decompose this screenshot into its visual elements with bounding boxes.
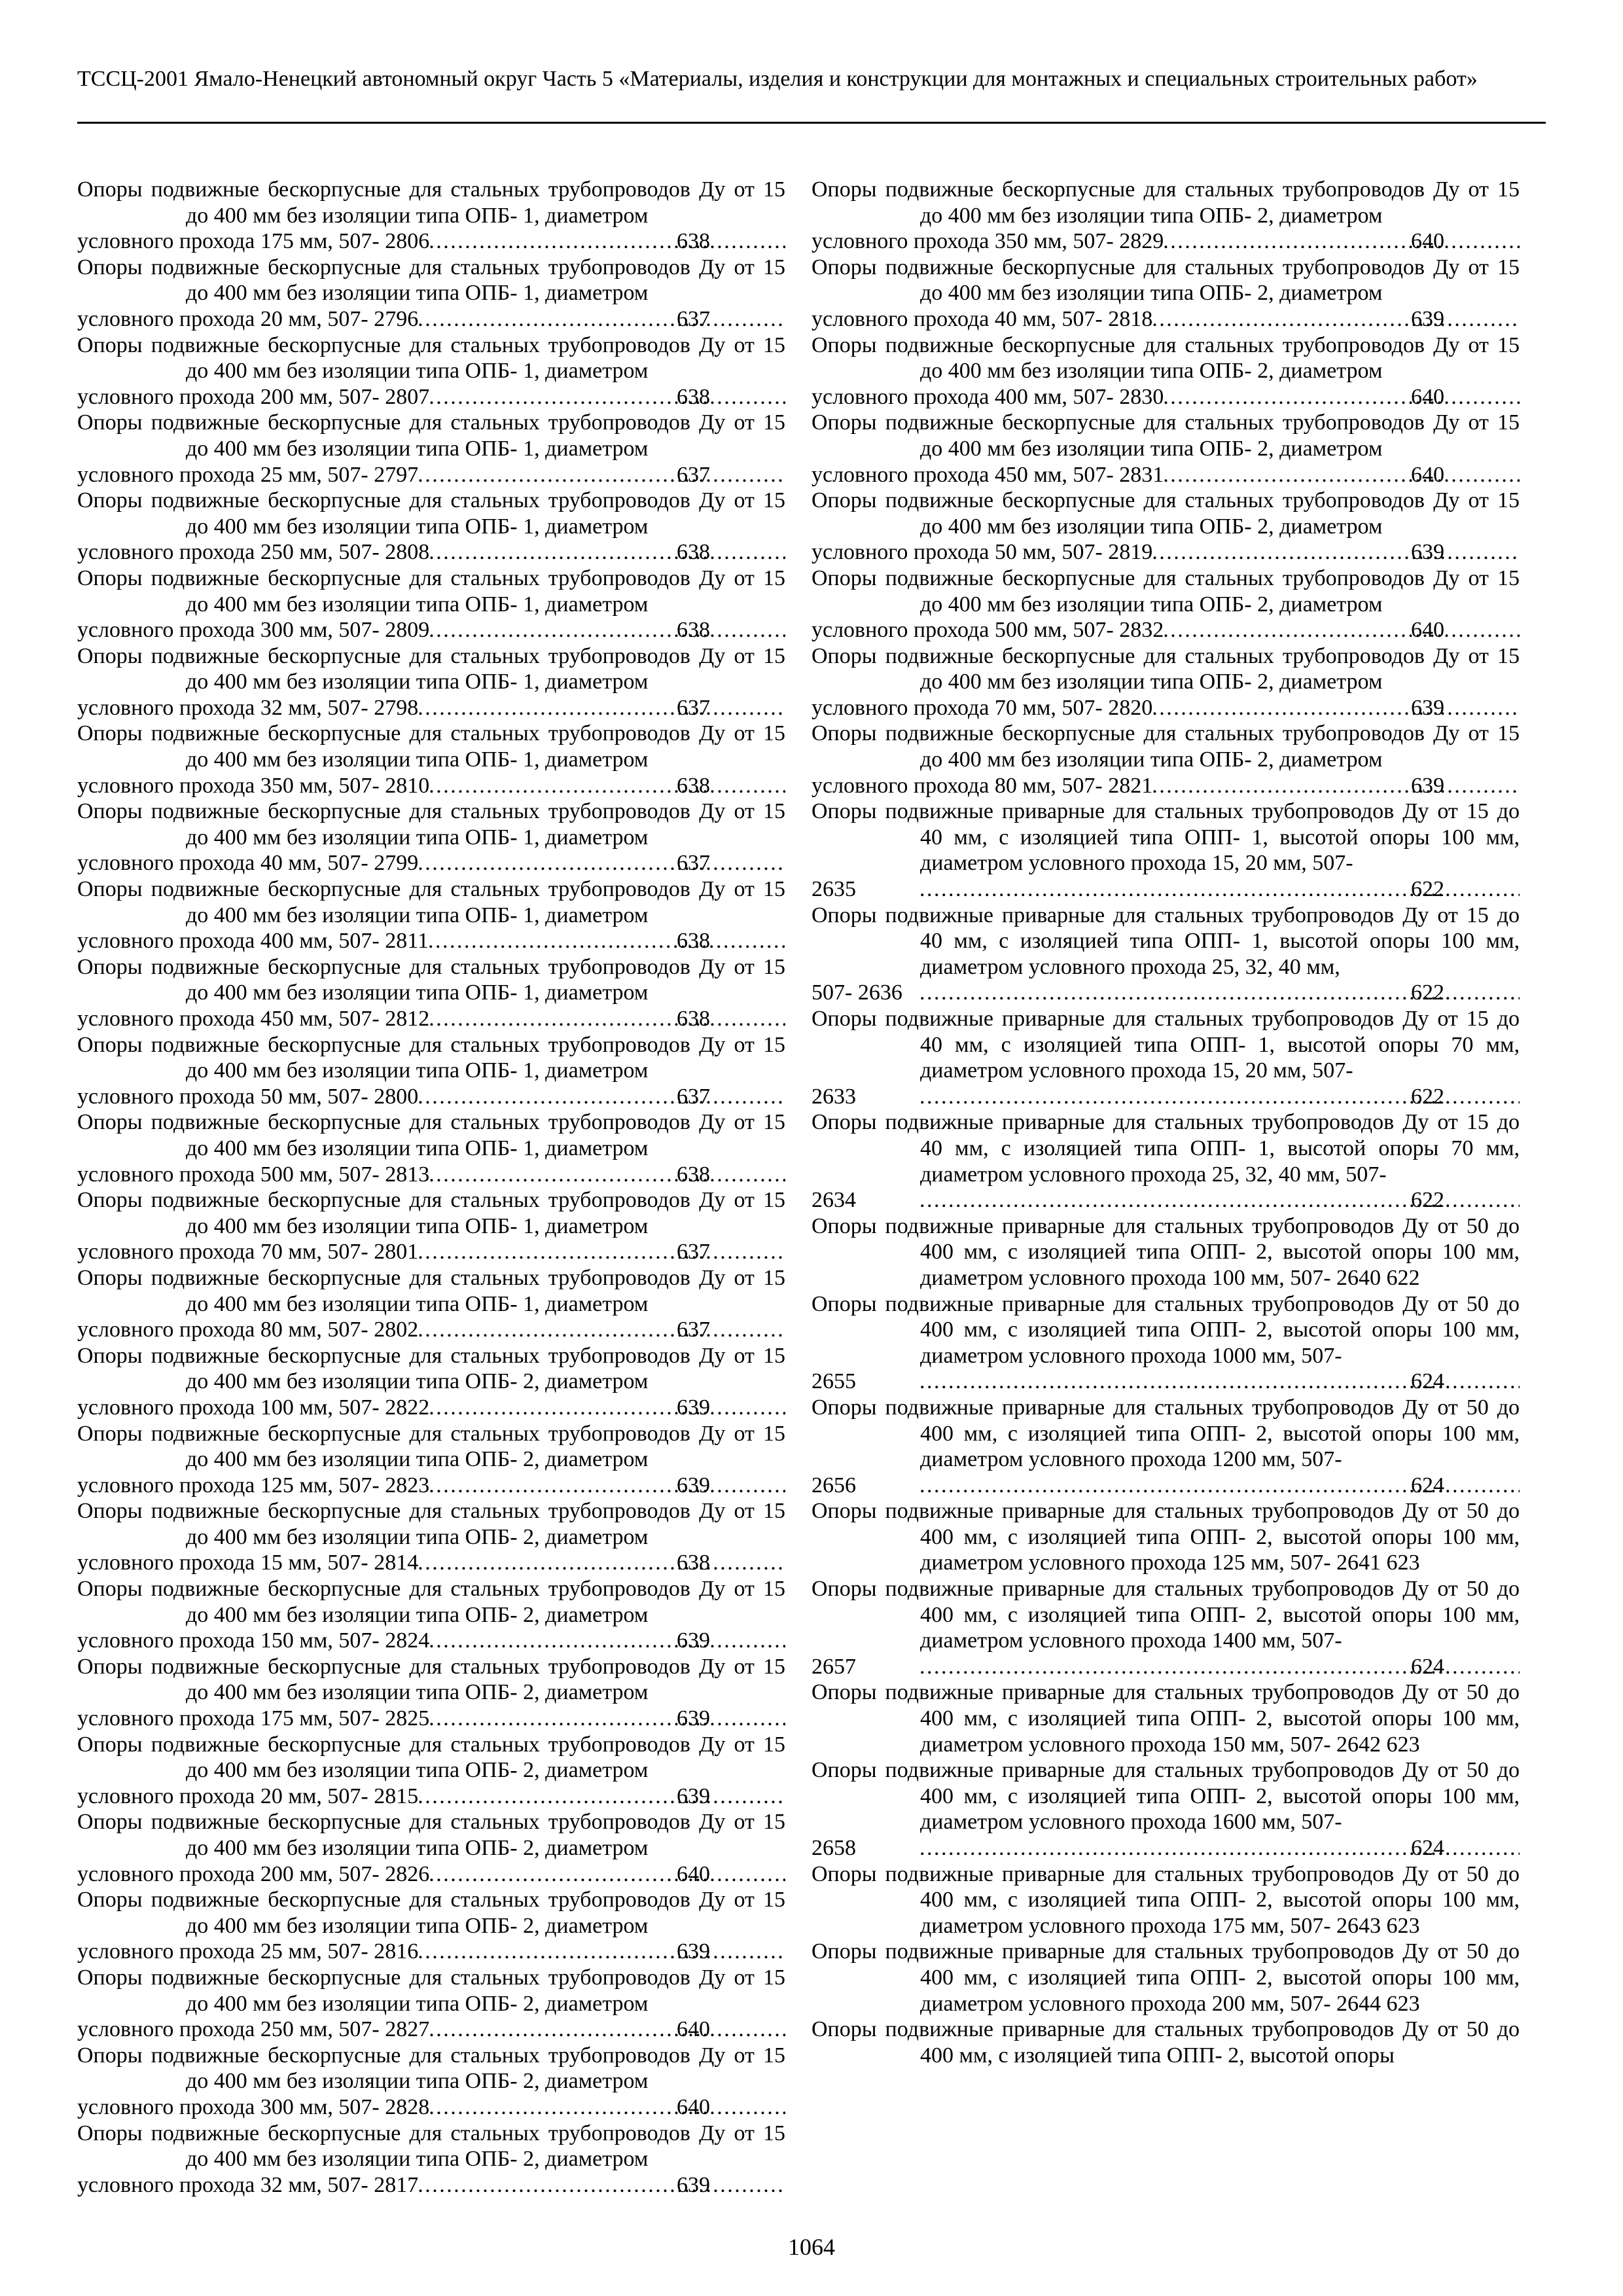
index-entry-code: условного прохода 40 мм, 507- 2818 (812, 306, 1153, 331)
index-entry-code: условного прохода 200 мм, 507- 2826 (77, 1861, 430, 1886)
index-entry (812, 565, 1520, 643)
index-entry-text: Опоры подвижные бескорпусные для стальных трубопроводов Ду от 15 до 400 мм без изоляции типа ОПБ- 1, диаметром (77, 565, 785, 617)
index-entry-leader-line: условного прохода 500 мм, 507- 2832 . . . 640 (920, 617, 1520, 643)
index-entry-code: условного прохода 350 мм, 507- 2810 (77, 773, 430, 798)
index-entry-code: условного прохода 32 мм, 507- 2817 (77, 2172, 419, 2197)
dot-leader (418, 1939, 785, 1965)
index-entry-leader-line: условного прохода 32 мм, 507- 2817 . . . 639 (186, 2172, 785, 2198)
dot-leader (1164, 384, 1520, 410)
index-entry (77, 1498, 785, 1576)
index-entry-text: Опоры подвижные бескорпусные для стальных трубопроводов Ду от 15 до 400 мм без изоляции типа ОПБ- 2, диаметром (77, 1499, 785, 1549)
index-entry-leader-line: условного прохода 20 мм, 507- 2815 . . . 639 (186, 1784, 785, 1810)
index-entry-leader-line: условного прохода 80 мм, 507- 2821 . . . 639 (920, 773, 1520, 799)
index-entry-code: условного прохода 40 мм, 507- 2799 (77, 851, 419, 876)
index-entry-code: условного прохода 80 мм, 507- 2802 (77, 1318, 419, 1342)
index-entry-leader-line: условного прохода 15 мм, 507- 2814 . . . 638 (186, 1550, 785, 1576)
index-entry (77, 410, 785, 488)
index-entry (77, 1732, 785, 1810)
dot-leader (1164, 462, 1520, 488)
index-entry (77, 1887, 785, 1965)
index-entry-leader-line: 2635 . . . 622 (920, 876, 1520, 903)
page-number: 1064 (788, 2234, 835, 2260)
index-entry (812, 1109, 1520, 1213)
index-entry-text: Опоры подвижные бескорпусные для стальных трубопроводов Ду от 15 до 400 мм без изоляции типа ОПБ- 1, диаметром (77, 1188, 785, 1238)
index-entry-code: условного прохода 300 мм, 507- 2828 (77, 2094, 430, 2119)
dot-leader (429, 1861, 785, 1888)
index-entry-code: условного прохода 50 мм, 507- 2800 (77, 1084, 419, 1109)
index-entry-text: Опоры подвижные бескорпусные для стальных трубопроводов Ду от 15 до 400 мм без изоляции типа ОПБ- 2, диаметром (77, 1421, 785, 1472)
index-entry-code: условного прохода 20 мм, 507- 2815 (77, 1784, 419, 1808)
index-entry-leader-line: условного прохода 250 мм, 507- 2827 . . . 640 (186, 2017, 785, 2043)
index-entry (77, 1421, 785, 1499)
dot-leader (418, 1317, 785, 1343)
dot-leader (418, 306, 785, 332)
index-entry-leader-line: условного прохода 175 мм, 507- 2806 . . . 638 (186, 228, 785, 255)
dot-leader (418, 1239, 785, 1265)
index-entry (77, 565, 785, 643)
dot-leader (429, 1706, 785, 1732)
index-entry (77, 2121, 785, 2198)
dot-leader (429, 2017, 785, 2043)
index-entry-text: Опоры подвижные бескорпусные для стальных трубопроводов Ду от 15 до 400 мм без изоляции типа ОПБ- 2, диаметром (812, 643, 1520, 694)
index-entry-text: Опоры подвижные бескорпусные для стальных трубопроводов Ду от 15 до 400 мм без изоляции типа ОПБ- 1, диаметром (77, 1032, 785, 1083)
index-entry-leader-line: 2634 . . . 622 (920, 1187, 1520, 1213)
index-entry-text: Опоры подвижные бескорпусные для стальных трубопроводов Ду от 15 до 400 мм без изоляции типа ОПБ- 2, диаметром (812, 721, 1520, 772)
dot-leader (418, 1784, 785, 1810)
index-entry-text: Опоры подвижные бескорпусные для стальных трубопроводов Ду от 15 до 400 мм без изоляции типа ОПБ- 2, диаметром (812, 332, 1520, 384)
index-entry-code: условного прохода 500 мм, 507- 2832 (812, 618, 1164, 643)
index-entry-leader-line: условного прохода 450 мм, 507- 2812 . . . 638 (186, 1006, 785, 1032)
index-entry-leader-line: условного прохода 100 мм, 507- 2822 . . . 639 (186, 1395, 785, 1421)
index-entry (77, 2043, 785, 2121)
index-entry (812, 1861, 1520, 1939)
index-entry (812, 1006, 1520, 1109)
index-entry-text: Опоры подвижные приварные для стальных трубопроводов Ду от 50 до 400 мм, с изоляцией типа ОПП- 2, высотой опоры 100 мм, диаметром условного прохода 1200 мм, 507- (812, 1395, 1520, 1472)
index-entry (812, 177, 1520, 255)
index-entry (812, 721, 1520, 798)
index-entry-leader-line: условного прохода 200 мм, 507- 2826 . . . 640 (186, 1861, 785, 1888)
page-header (77, 65, 1546, 93)
index-entry-text: Опоры подвижные бескорпусные для стальных трубопроводов Ду от 15 до 400 мм без изоляции типа ОПБ- 2, диаметром (77, 1732, 785, 1783)
index-entry-text: Опоры подвижные бескорпусные для стальных трубопроводов Ду от 15 до 400 мм без изоляции типа ОПБ- 1, диаметром (77, 721, 785, 772)
dot-leader (1152, 773, 1520, 799)
header-rule (77, 122, 1546, 124)
index-entry-text: Опоры подвижные бескорпусные для стальных трубопроводов Ду от 15 до 400 мм без изоляции типа ОПБ- 1, диаметром (77, 877, 785, 927)
index-entry-code: условного прохода 125 мм, 507- 2823 (77, 1473, 430, 1498)
index-column-right (812, 177, 1520, 2068)
index-entry-code: условного прохода 25 мм, 507- 2797 (77, 462, 419, 487)
dot-leader (1152, 306, 1520, 332)
index-entry-text: Опоры подвижные бескорпусные для стальных трубопроводов Ду от 15 до 400 мм без изоляции типа ОПБ- 2, диаметром (812, 488, 1520, 539)
dot-leader (418, 2172, 785, 2198)
dot-leader (1164, 617, 1520, 643)
index-entry-text: Опоры подвижные приварные для стальных трубопроводов Ду от 50 до 400 мм, с изоляцией типа ОПП- 2, высотой опоры 100 мм, диаметром условного прохода 150 мм, 507- 2642 623 (812, 1680, 1520, 1757)
dot-leader (429, 617, 785, 643)
index-entry (77, 1343, 785, 1421)
index-entry-code: условного прохода 70 мм, 507- 2820 (812, 695, 1153, 720)
index-entry (77, 177, 785, 255)
index-entry-text: Опоры подвижные бескорпусные для стальных трубопроводов Ду от 15 до 400 мм без изоляции типа ОПБ- 1, диаметром (77, 643, 785, 694)
index-entry (77, 1654, 785, 1732)
dot-leader (418, 1550, 785, 1576)
index-entry-text: Опоры подвижные бескорпусные для стальных трубопроводов Ду от 15 до 400 мм без изоляции типа ОПБ- 1, диаметром (77, 177, 785, 228)
dot-leader (429, 1162, 785, 1188)
index-column-left (77, 177, 785, 2198)
index-entry-text: Опоры подвижные бескорпусные для стальных трубопроводов Ду от 15 до 400 мм без изоляции типа ОПБ- 1, диаметром (77, 799, 785, 850)
index-entry (812, 1757, 1520, 1861)
index-entry-text: Опоры подвижные бескорпусные для стальных трубопроводов Ду от 15 до 400 мм без изоляции типа ОПБ- 2, диаметром (77, 1577, 785, 1627)
index-entry-text: Опоры подвижные бескорпусные для стальных трубопроводов Ду от 15 до 400 мм без изоляции типа ОПБ- 2, диаметром (812, 177, 1520, 228)
index-entry-text: Опоры подвижные приварные для стальных трубопроводов Ду от 15 до 40 мм, с изоляцией типа ОПП- 1, высотой опоры 70 мм, диаметром условного прохода 25, 32, 40 мм, 507- (812, 1110, 1520, 1187)
index-entry (812, 903, 1520, 1006)
index-entry-text: Опоры подвижные бескорпусные для стальных трубопроводов Ду от 15 до 400 мм без изоляции типа ОПБ- 2, диаметром (812, 565, 1520, 617)
index-entry (812, 255, 1520, 332)
dot-leader (418, 462, 785, 488)
index-entry-leader-line: 2655 . . . 624 (920, 1369, 1520, 1395)
index-entry-text: Опоры подвижные бескорпусные для стальных трубопроводов Ду от 15 до 400 мм без изоляции типа ОПБ- 1, диаметром (77, 255, 785, 306)
index-entry (812, 1679, 1520, 1757)
index-entry-leader-line: 2656 . . . 624 (920, 1473, 1520, 1499)
index-entry-code: условного прохода 25 мм, 507- 2816 (77, 1939, 419, 1964)
index-entry (812, 488, 1520, 565)
index-entry-leader-line: условного прохода 50 мм, 507- 2819 . . . 639 (920, 539, 1520, 565)
dot-leader (418, 695, 785, 721)
index-entry-leader-line: условного прохода 25 мм, 507- 2797 . . . 637 (186, 462, 785, 488)
index-entry-code: условного прохода 200 мм, 507- 2807 (77, 384, 430, 409)
index-entry-text: Опоры подвижные бескорпусные для стальных трубопроводов Ду от 15 до 400 мм без изоляции типа ОПБ- 2, диаметром (77, 1810, 785, 1860)
index-entry (77, 1965, 785, 2043)
index-entry-leader-line: условного прохода 20 мм, 507- 2796 . . . 637 (186, 306, 785, 332)
index-entry-code: условного прохода 32 мм, 507- 2798 (77, 695, 419, 720)
index-entry (77, 1032, 785, 1110)
index-entry-text: Опоры подвижные приварные для стальных трубопроводов Ду от 15 до 40 мм, с изоляцией типа ОПП- 1, высотой опоры 100 мм, диаметром условного прохода 25, 32, 40 мм, (812, 903, 1520, 979)
index-entry-text: Опоры подвижные бескорпусные для стальных трубопроводов Ду от 15 до 400 мм без изоляции типа ОПБ- 1, диаметром (77, 1265, 785, 1316)
dot-leader (429, 384, 785, 410)
index-entry-leader-line: условного прохода 70 мм, 507- 2801 . . . 637 (186, 1239, 785, 1265)
index-entry-leader-line: условного прохода 350 мм, 507- 2829 . . . 640 (920, 228, 1520, 255)
index-entry-leader-line: условного прохода 250 мм, 507- 2808 . . . 638 (186, 539, 785, 565)
dot-leader (429, 773, 785, 799)
index-entry-leader-line: условного прохода 150 мм, 507- 2824 . . . 639 (186, 1628, 785, 1654)
dot-leader (429, 1628, 785, 1654)
index-entry (77, 488, 785, 565)
index-entry-leader-line: условного прохода 80 мм, 507- 2802 . . . 637 (186, 1317, 785, 1343)
index-entry-text: Опоры подвижные бескорпусные для стальных трубопроводов Ду от 15 до 400 мм без изоляции типа ОПБ- 1, диаметром (77, 954, 785, 1005)
index-entry-text: Опоры подвижные бескорпусные для стальных трубопроводов Ду от 15 до 400 мм без изоляции типа ОПБ- 2, диаметром (77, 1654, 785, 1705)
index-entry-text: Опоры подвижные бескорпусные для стальных трубопроводов Ду от 15 до 400 мм без изоляции типа ОПБ- 1, диаметром (77, 332, 785, 384)
index-entry-code: условного прохода 80 мм, 507- 2821 (812, 773, 1153, 798)
index-entry-text: Опоры подвижные приварные для стальных трубопроводов Ду от 50 до 400 мм, с изоляцией типа ОПП- 2, высотой опоры 100 мм, диаметром условного прохода 1000 мм, 507- (812, 1291, 1520, 1368)
index-entry-code: условного прохода 350 мм, 507- 2829 (812, 229, 1164, 254)
index-entry-code: условного прохода 70 мм, 507- 2801 (77, 1240, 419, 1265)
index-entry-leader-line: условного прохода 175 мм, 507- 2825 . . . 639 (186, 1706, 785, 1732)
index-entry-code: условного прохода 500 мм, 507- 2813 (77, 1162, 430, 1187)
header-title: ТССЦ-2001 Ямало-Ненецкий автономный округ Часть 5 «Материалы, изделия и конструкции для монтажных и специальных строительных работ» (77, 67, 1478, 91)
index-entry (77, 876, 785, 954)
index-entry (812, 332, 1520, 410)
index-entry-code: условного прохода 15 мм, 507- 2814 (77, 1551, 419, 1575)
index-entry-leader-line: 2657 . . . 624 (920, 1654, 1520, 1680)
index-entry-leader-line: 2633 . . . 622 (920, 1084, 1520, 1110)
index-entry-leader-line: условного прохода 300 мм, 507- 2828 . . . 640 (186, 2094, 785, 2121)
index-entry-text: Опоры подвижные бескорпусные для стальных трубопроводов Ду от 15 до 400 мм без изоляции типа ОПБ- 2, диаметром (77, 1965, 785, 2016)
index-entry-code: условного прохода 400 мм, 507- 2830 (812, 384, 1164, 409)
dot-leader (418, 850, 785, 876)
index-entry (812, 1498, 1520, 1576)
index-entry-code: условного прохода 175 мм, 507- 2806 (77, 229, 430, 254)
index-entry-text: Опоры подвижные приварные для стальных трубопроводов Ду от 50 до 400 мм, с изоляцией типа ОПП- 2, высотой опоры (812, 2017, 1520, 2068)
index-entry-text: Опоры подвижные бескорпусные для стальных трубопроводов Ду от 15 до 400 мм без изоляции типа ОПБ- 2, диаметром (77, 2043, 785, 2094)
index-entry-text: Опоры подвижные бескорпусные для стальных трубопроводов Ду от 15 до 400 мм без изоляции типа ОПБ- 2, диаметром (77, 2121, 785, 2172)
index-entry (812, 1395, 1520, 1498)
index-entry-code: условного прохода 400 мм, 507- 2811 (77, 929, 429, 954)
index-entry-text: Опоры подвижные приварные для стальных трубопроводов Ду от 50 до 400 мм, с изоляцией типа ОПП- 2, высотой опоры 100 мм, диаметром условного прохода 175 мм, 507- 2643 623 (812, 1861, 1520, 1938)
index-entry-leader-line: условного прохода 32 мм, 507- 2798 . . . 637 (186, 695, 785, 721)
index-entry-leader-line: 2658 . . . 624 (920, 1835, 1520, 1861)
index-entry-text: Опоры подвижные бескорпусные для стальных трубопроводов Ду от 15 до 400 мм без изоляции типа ОПБ- 1, диаметром (77, 1110, 785, 1160)
index-entry-code: условного прохода 250 мм, 507- 2827 (77, 2017, 430, 2042)
index-entry (77, 1265, 785, 1343)
index-entry-text: Опоры подвижные приварные для стальных трубопроводов Ду от 50 до 400 мм, с изоляцией типа ОПП- 2, высотой опоры 100 мм, диаметром условного прохода 1600 мм, 507- (812, 1758, 1520, 1835)
index-entry-text: Опоры подвижные приварные для стальных трубопроводов Ду от 50 до 400 мм, с изоляцией типа ОПП- 2, высотой опоры 100 мм, диаметром условного прохода 125 мм, 507- 2641 623 (812, 1499, 1520, 1575)
index-entry-code: условного прохода 20 мм, 507- 2796 (77, 306, 419, 331)
index-entry (77, 255, 785, 332)
dot-leader (429, 1395, 785, 1421)
index-entry-code: условного прохода 450 мм, 507- 2831 (812, 462, 1164, 487)
index-entry-code: условного прохода 100 мм, 507- 2822 (77, 1395, 430, 1420)
index-entry-leader-line: условного прохода 40 мм, 507- 2818 . . . 639 (920, 306, 1520, 332)
dot-leader (429, 1006, 785, 1032)
index-entry (812, 798, 1520, 902)
index-entry (77, 332, 785, 410)
index-entry-code: условного прохода 300 мм, 507- 2809 (77, 618, 430, 643)
index-entry-code: условного прохода 175 мм, 507- 2825 (77, 1706, 430, 1731)
dot-leader (429, 539, 785, 565)
index-entry-leader-line: условного прохода 40 мм, 507- 2799 . . . 637 (186, 850, 785, 876)
dot-leader (429, 928, 785, 954)
index-entry-text: Опоры подвижные приварные для стальных трубопроводов Ду от 15 до 40 мм, с изоляцией типа ОПП- 1, высотой опоры 70 мм, диаметром условного прохода 15, 20 мм, 507- (812, 1007, 1520, 1083)
index-entry-leader-line: условного прохода 400 мм, 507- 2811 . . . 638 (186, 928, 785, 954)
index-entry (812, 1939, 1520, 2017)
index-entry (77, 798, 785, 876)
dot-leader (429, 228, 785, 255)
index-entry-text: Опоры подвижные бескорпусные для стальных трубопроводов Ду от 15 до 400 мм без изоляции типа ОПБ- 1, диаметром (77, 410, 785, 461)
index-entry-text: Опоры подвижные приварные для стальных трубопроводов Ду от 15 до 40 мм, с изоляцией типа ОПП- 1, высотой опоры 100 мм, диаметром условного прохода 15, 20 мм, 507- (812, 799, 1520, 876)
index-entry-text: Опоры подвижные бескорпусные для стальных трубопроводов Ду от 15 до 400 мм без изоляции типа ОПБ- 1, диаметром (77, 488, 785, 539)
index-entry-text: Опоры подвижные бескорпусные для стальных трубопроводов Ду от 15 до 400 мм без изоляции типа ОПБ- 2, диаметром (812, 410, 1520, 461)
index-entry (812, 1291, 1520, 1395)
index-entry (77, 1109, 785, 1187)
index-entry-leader-line: условного прохода 400 мм, 507- 2830 . . . 640 (920, 384, 1520, 410)
index-entry-code: условного прохода 450 мм, 507- 2812 (77, 1007, 430, 1031)
index-entry (812, 1213, 1520, 1291)
index-entry-leader-line: условного прохода 300 мм, 507- 2809 . . . 638 (186, 617, 785, 643)
index-entry-leader-line: условного прохода 350 мм, 507- 2810 . . . 638 (186, 773, 785, 799)
dot-leader (1152, 695, 1520, 721)
index-entry-leader-line: условного прохода 70 мм, 507- 2820 . . . 639 (920, 695, 1520, 721)
dot-leader (1164, 228, 1520, 255)
index-entry-leader-line: условного прохода 25 мм, 507- 2816 . . . 639 (186, 1939, 785, 1965)
index-entry-text: Опоры подвижные приварные для стальных трубопроводов Ду от 50 до 400 мм, с изоляцией типа ОПП- 2, высотой опоры 100 мм, диаметром условного прохода 100 мм, 507- 2640 622 (812, 1213, 1520, 1290)
index-entry (812, 1576, 1520, 1679)
index-entry-text: Опоры подвижные приварные для стальных трубопроводов Ду от 50 до 400 мм, с изоляцией типа ОПП- 2, высотой опоры 100 мм, диаметром условного прохода 200 мм, 507- 2644 623 (812, 1939, 1520, 2016)
dot-leader (429, 2094, 785, 2121)
index-entry (812, 643, 1520, 721)
index-entry (77, 954, 785, 1032)
index-entry-text: Опоры подвижные бескорпусные для стальных трубопроводов Ду от 15 до 400 мм без изоляции типа ОПБ- 2, диаметром (77, 1343, 785, 1394)
index-entry-code: условного прохода 250 мм, 507- 2808 (77, 540, 430, 565)
index-entry-text: Опоры подвижные бескорпусные для стальных трубопроводов Ду от 15 до 400 мм без изоляции типа ОПБ- 2, диаметром (812, 255, 1520, 306)
index-entry-leader-line: условного прохода 125 мм, 507- 2823 . . . 639 (186, 1473, 785, 1499)
index-entry (77, 1187, 785, 1265)
index-entry-text: Опоры подвижные бескорпусные для стальных трубопроводов Ду от 15 до 400 мм без изоляции типа ОПБ- 2, диаметром (77, 1888, 785, 1938)
index-entry (77, 1809, 785, 1887)
index-entry-code: условного прохода 50 мм, 507- 2819 (812, 540, 1153, 565)
index-entry-leader-line: условного прохода 500 мм, 507- 2813 . . . 638 (186, 1162, 785, 1188)
index-entry (77, 721, 785, 798)
index-entry-leader-line: 507- 2636 . . . 622 (920, 980, 1520, 1006)
index-entry-leader-line: условного прохода 450 мм, 507- 2831 . . . 640 (920, 462, 1520, 488)
index-entry-leader-line: условного прохода 200 мм, 507- 2807 . . . 638 (186, 384, 785, 410)
index-entry-leader-line: условного прохода 50 мм, 507- 2800 . . . 637 (186, 1084, 785, 1110)
dot-leader (1152, 539, 1520, 565)
index-entry-code: условного прохода 150 мм, 507- 2824 (77, 1628, 430, 1653)
index-entry (812, 410, 1520, 488)
dot-leader (429, 1473, 785, 1499)
index-entry (77, 643, 785, 721)
index-entry-text: Опоры подвижные приварные для стальных трубопроводов Ду от 50 до 400 мм, с изоляцией типа ОПП- 2, высотой опоры 100 мм, диаметром условного прохода 1400 мм, 507- (812, 1577, 1520, 1653)
index-entry (812, 2017, 1520, 2068)
index-entry (77, 1576, 785, 1654)
dot-leader (418, 1084, 785, 1110)
